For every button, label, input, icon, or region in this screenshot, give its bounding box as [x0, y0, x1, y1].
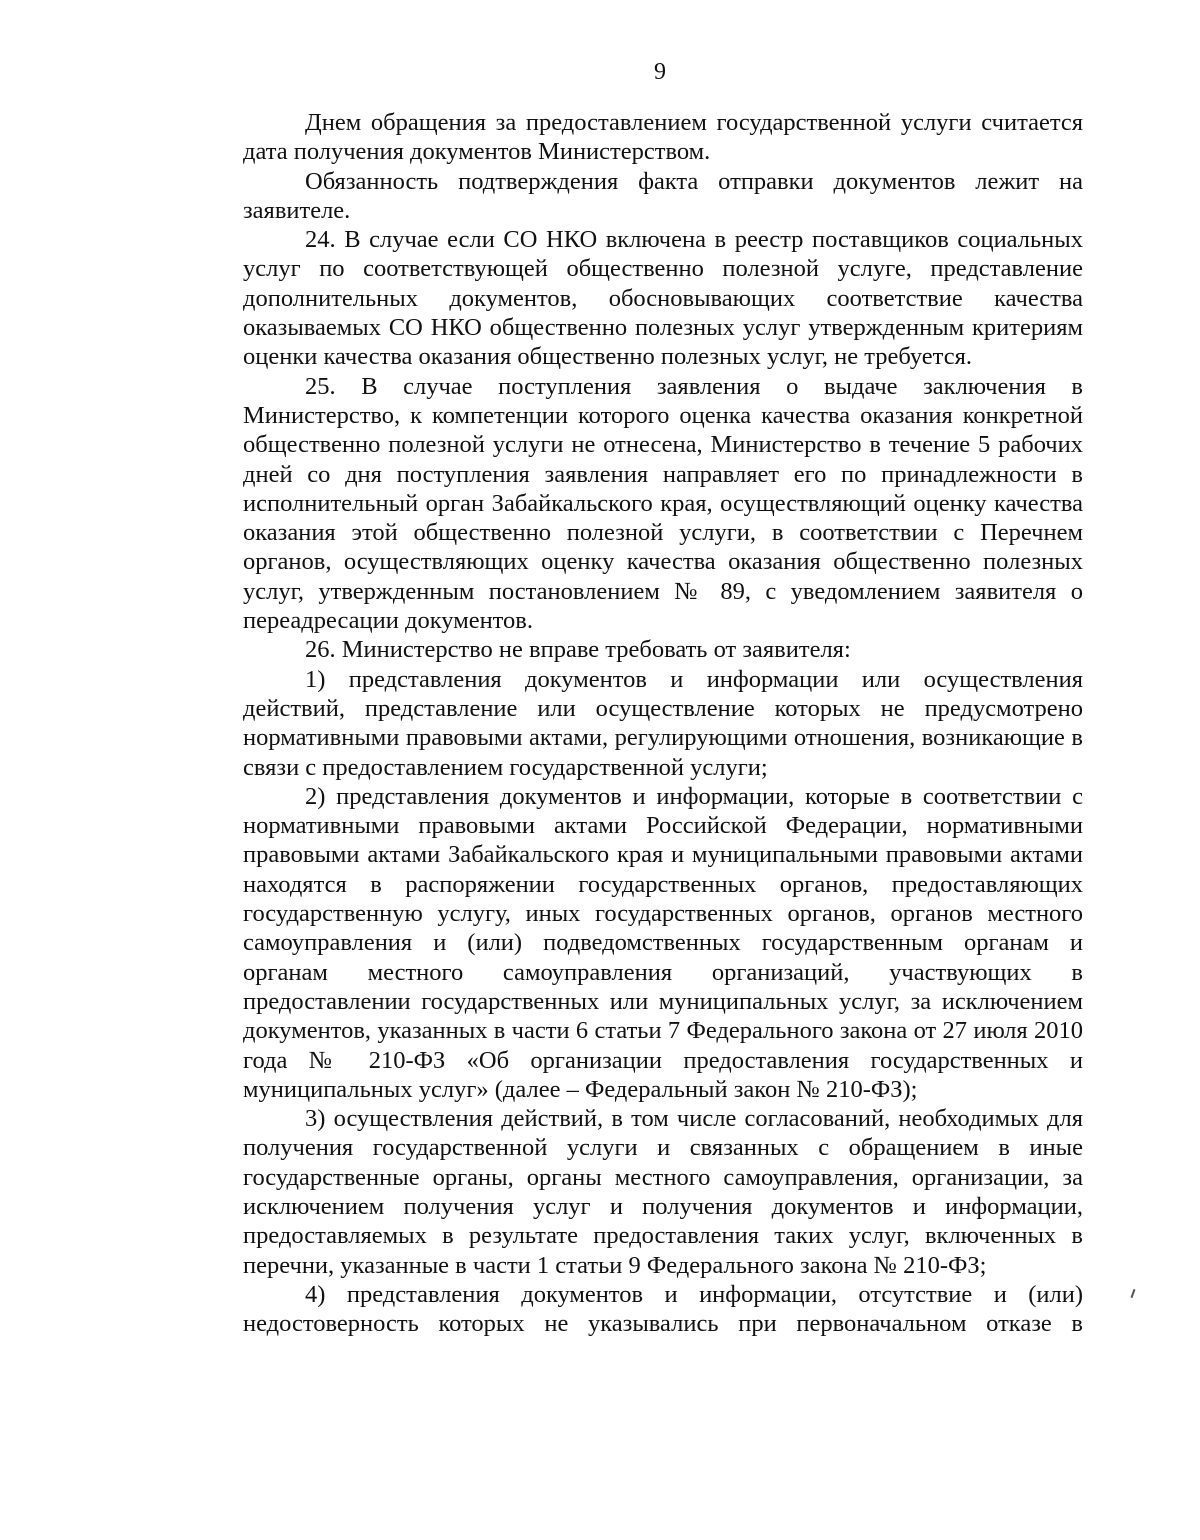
paragraph-24: 24. В случае если СО НКО включена в реестр поставщиков социальных услуг по соответствующей общественно полезной услуге, представление дополнительных документов, обосновывающих соответствие качества оказываемых СО НКО общественно полезных услуг утвержденным критериям оценки качества оказания общественно полезных услуг, не требуется. [243, 226, 1083, 371]
list-item-1: 1) представления документов и информации или осуществления действий, представление или осуществление которых не предусмотрено нормативными правовыми актами, регулирующими отношения, возникающие в связи с предоставлением государственной услуги; [243, 665, 1083, 781]
paragraph-26: 26. Министерство не вправе требовать от заявителя: [305, 636, 851, 664]
paragraph-25: 25. В случае поступления заявления о выдаче заключения в Министерство, к компетенции которого оценка качества оказания конкретной общественно полезной услуги не отнесена, Министерство в течение 5 рабочих дней со дня поступления заявления направляет его по принадлежности в исполнительный орган Забайкальского края, осуществляющий оценку качества оказания этой общественно полезной услуги, в соответствии с Перечнем органов, осуществляющих оценку качества оказания общественно полезных услуг, утвержденным постановлением № 89, с уведомлением заявителя о переадресации документов. [243, 372, 1083, 635]
list-item-4: 4) представления документов и информации, отсутствие и (или) недостоверность которых не указывались при первоначальном отказе в [243, 1280, 1083, 1338]
list-item-2: 2) представления документов и информации, которые в соответствии с нормативными правовыми актами Российской Федерации, нормативными правовыми актами Забайкальского края и муниципальными правовыми актами находятся в распоряжении государственных органов, предоставляющих государственную услугу, иных государственных органов, органов местного самоуправления и (или) подведомственных государственным органам и органам местного самоуправления организаций, участвующих в предоставлении государственных или муниципальных услуг, за исключением документов, указанных в части 6 статьи 7 Федерального закона от 27 июля 2010 года № 210-ФЗ «Об организации предоставления государственных и муниципальных услуг» (далее – Федеральный закон № 210-ФЗ); [243, 782, 1083, 1103]
paragraph-application-date: Днем обращения за предоставлением государственной услуги считается дата получения документов Министерством. [243, 109, 1083, 166]
paragraph-sending-proof: Обязанность подтверждения факта отправки документов лежит на заявителе. [243, 167, 1083, 224]
scan-speck [1131, 1289, 1136, 1298]
page-number: 9 [654, 59, 666, 85]
document-body [243, 108, 1083, 1338]
list-item-3: 3) осуществления действий, в том числе согласований, необходимых для получения государственной услуги и связанных с обращением в иные государственные органы, органы местного самоуправления, организации, за исключением получения услуг и получения документов и информации, предоставляемых в результате предоставления таких услуг, включенных в перечни, указанные в части 1 статьи 9 Федерального закона № 210-ФЗ; [243, 1105, 1083, 1279]
